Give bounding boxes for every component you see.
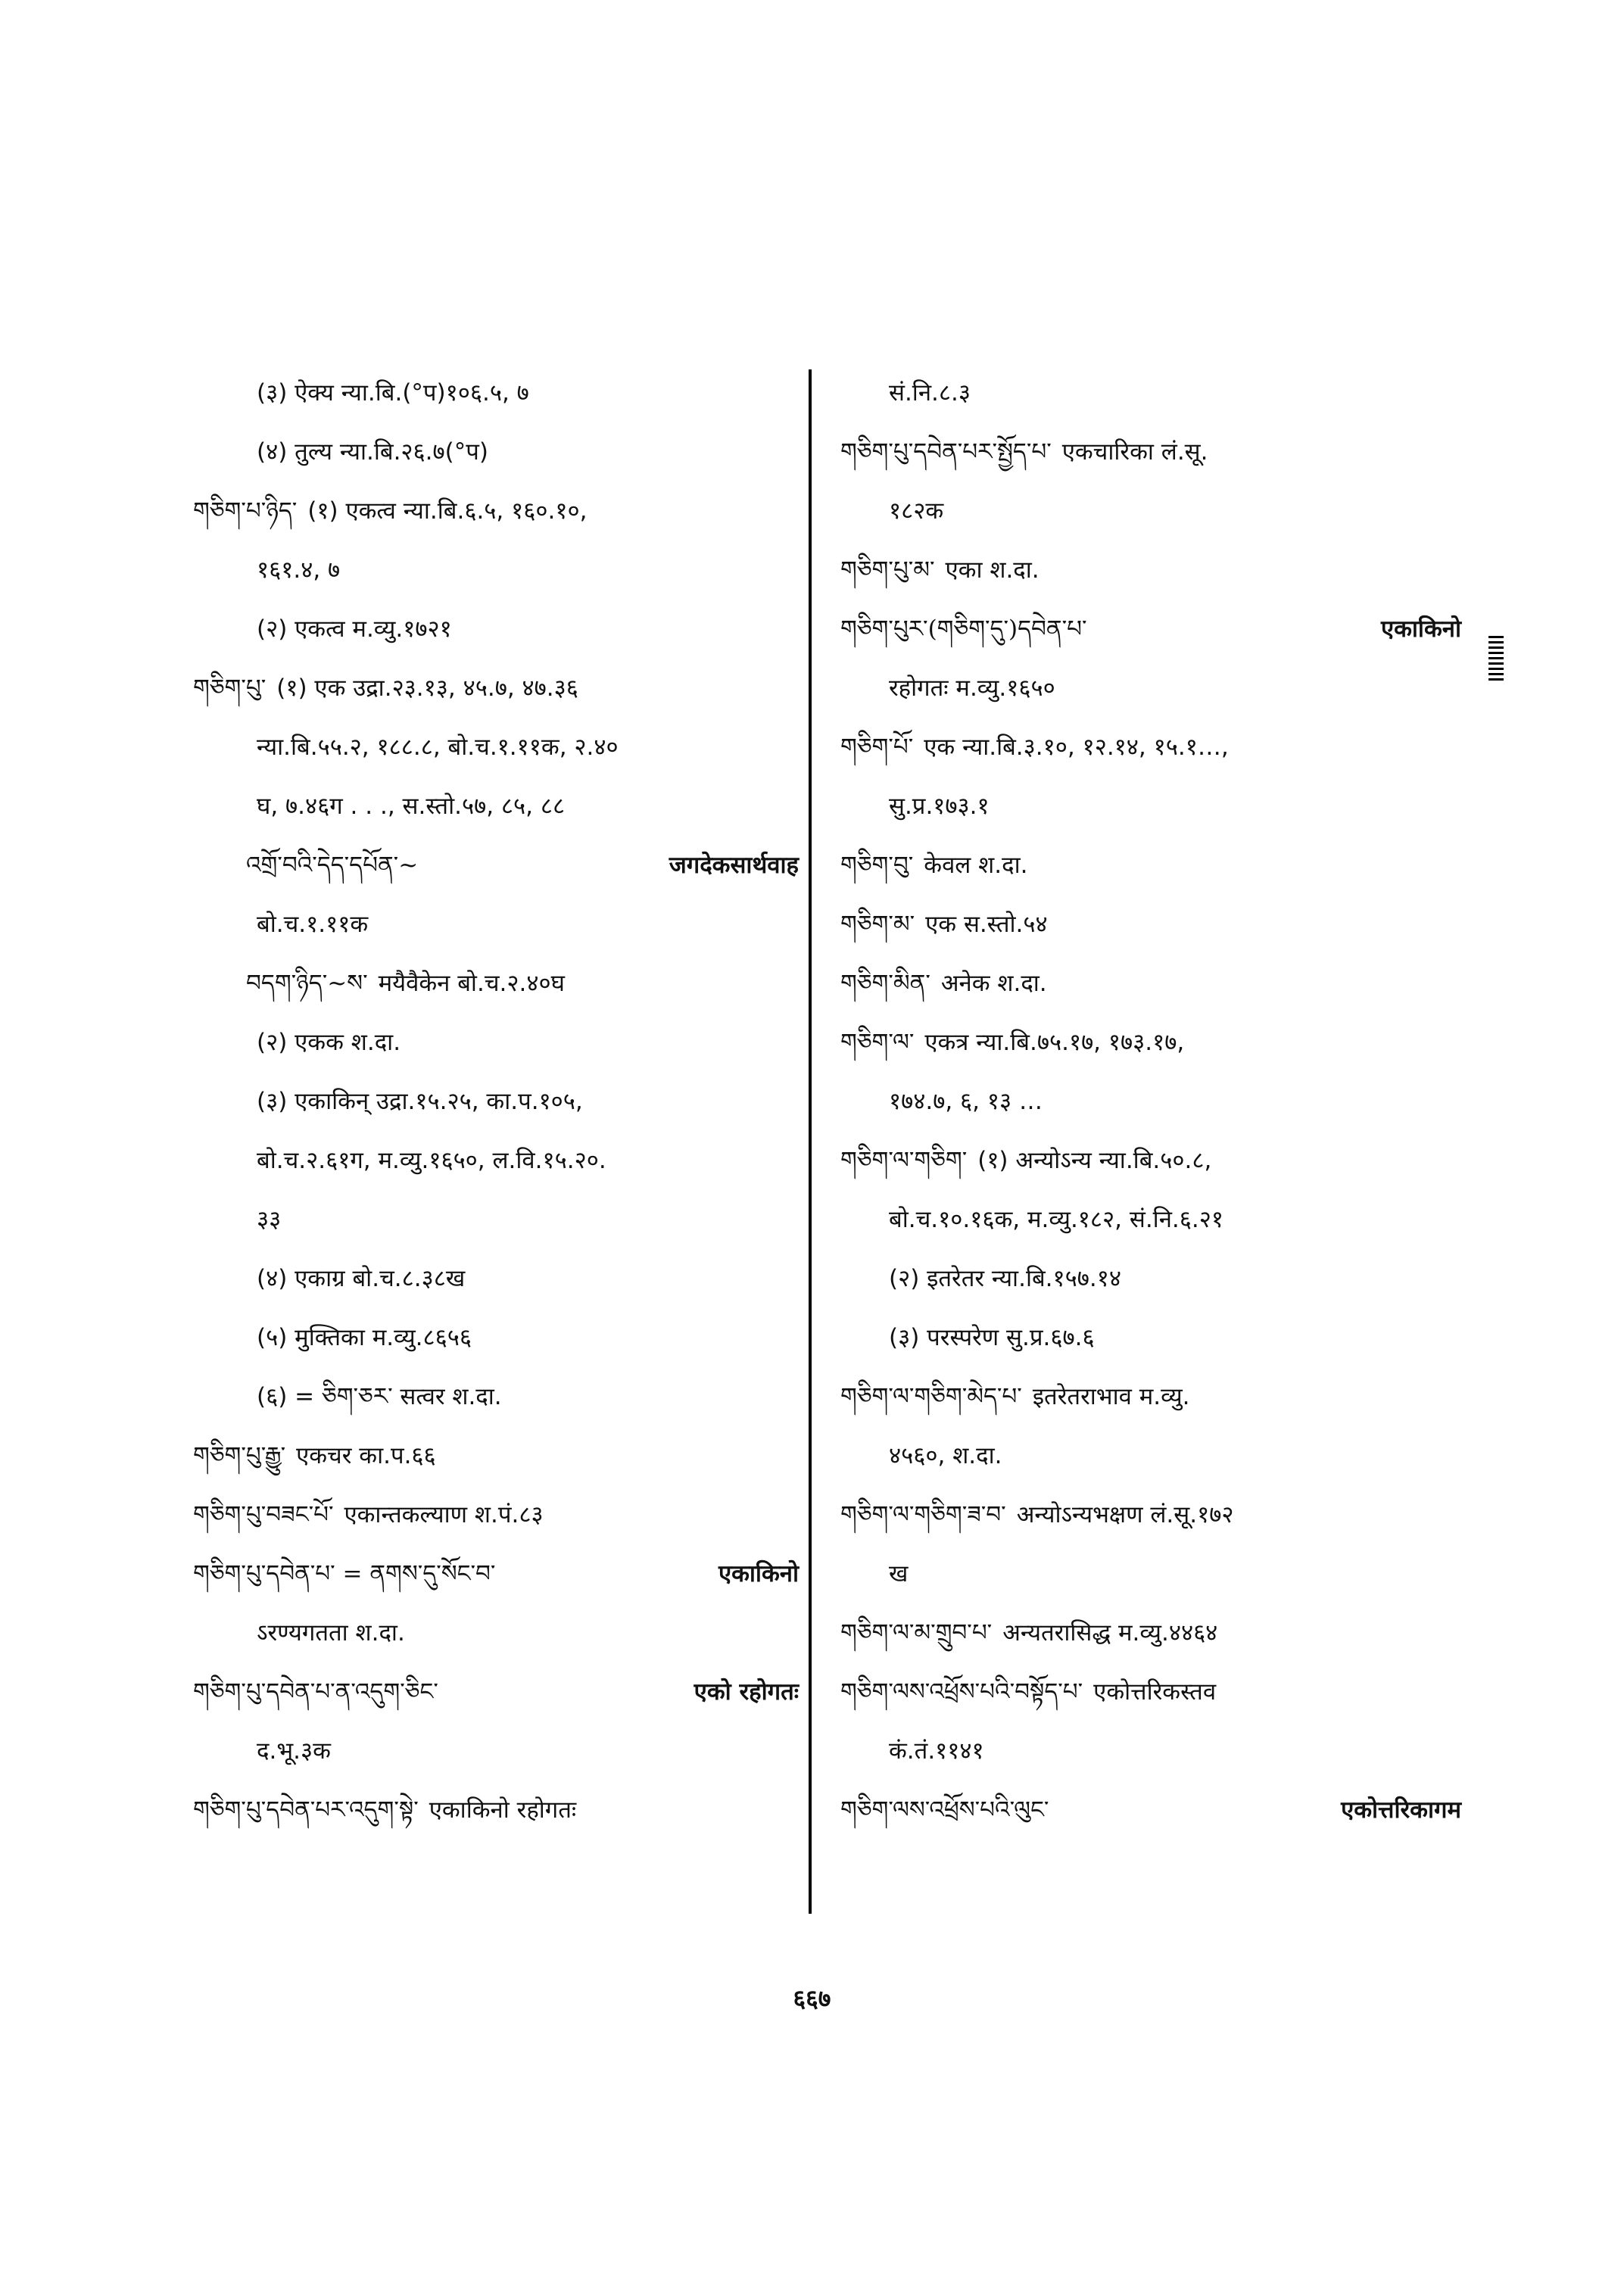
entry-text: बो.च.२.६१ग, म.व्यु.१६५०, ल.वि.१५.२०. (257, 1147, 606, 1174)
entry-line (193, 1249, 799, 1308)
tibetan-headword: གཅིག་པུ་ (193, 675, 267, 702)
tibetan-headword: གཅིག་བུ་ (840, 852, 914, 879)
tibetan-headword: གཅིག་པུ་དབེན་པར་འདུག་སྟེ་ (193, 1796, 419, 1824)
entry-text: अन्योऽन्यभक्षण लं.सू.१७२ (1016, 1501, 1234, 1528)
entry-text: एकत्र न्या.बि.७५.१७, १७३.१७, (924, 1029, 1185, 1056)
entry-line (840, 1190, 1461, 1249)
entry-line (840, 481, 1461, 541)
entry-line (193, 481, 799, 541)
entry-right-text: एकाकिनो (1380, 615, 1461, 643)
entry-line (193, 1367, 799, 1426)
entry-line (193, 1662, 799, 1721)
entry-line (840, 1013, 1461, 1072)
entry-line (840, 1249, 1461, 1308)
entry-line (840, 1603, 1461, 1662)
tibetan-headword: གཅིག་ལས་འཕྲོས་པའི་བསྟོད་པ་ (840, 1678, 1083, 1706)
entry-text: (२) इतरेतर न्या.बि.१५७.१४ (889, 1265, 1121, 1292)
page-number: ६६७ (793, 1984, 831, 2013)
entry-line (193, 954, 799, 1013)
tibetan-headword: གཅིག་པུ་བཟང་པོ་ (193, 1501, 334, 1528)
entry-line (840, 954, 1461, 1013)
tibetan-headword: གཅིག་པུ་རྒྱུ་ (193, 1442, 286, 1469)
entry-text: (५) मुक्तिका म.व्यु.८६५६ (257, 1324, 472, 1351)
entry-text: रहोगतः म.व्यु.१६५० (889, 675, 1055, 702)
tibetan-headword: གཅིག་ལ་གཅིག་ཟ་བ་ (840, 1501, 1006, 1528)
entry-line (193, 541, 799, 600)
entry-text: एकोत्तरिकस्तव (1093, 1678, 1217, 1706)
entry-text: अन्यतरासिद्ध म.व्यु.४४६४ (1002, 1619, 1218, 1647)
entry-text: एकचर का.प.६६ (296, 1442, 436, 1469)
entry-line (193, 1308, 799, 1367)
entry-text: केवल श.दा. (924, 852, 1028, 879)
tibetan-headword: གཅིག་པོ་ (840, 734, 914, 761)
entry-text: बो.च.१०.१६क, म.व्यु.१८२, सं.नि.६.२१ (889, 1206, 1223, 1233)
entry-text: (२) एकत्व म.व्यु.१७२१ (257, 615, 452, 643)
entry-text: (३) एकाकिन् उद्रा.१५.२५, का.प.१०५, (257, 1088, 583, 1115)
entry-right-text: एको रहोगतः (694, 1678, 799, 1706)
entry-text: द.भू.३क (257, 1737, 331, 1765)
entry-line (840, 1131, 1461, 1190)
entry-line (193, 718, 799, 777)
entry-line (840, 1662, 1461, 1721)
entry-text: (६) = ཅིག་ཅར་ सत्वर श.दा. (257, 1383, 502, 1410)
entry-text: १७४.७, ६, १३ … (889, 1088, 1043, 1115)
entry-line (193, 1721, 799, 1781)
entry-line (193, 1603, 799, 1662)
entry-text: एक स.स्तो.५४ (925, 911, 1048, 938)
tibetan-headword: གཅིག་པུ་དབེན་པར་སྤྱོད་པ་ (840, 438, 1052, 466)
entry-line (840, 600, 1461, 659)
entry-line (193, 659, 799, 718)
tibetan-headword: གཅིག་པུར་(གཅིག་དུ་)དབེན་པ་ (840, 615, 1087, 643)
entry-line (840, 895, 1461, 954)
tibetan-headword: གཅིག་ལ་མ་གྲུབ་པ་ (840, 1619, 993, 1647)
entry-line (193, 1190, 799, 1249)
entry-line (840, 777, 1461, 836)
entry-text: एका श.दा. (945, 556, 1040, 584)
entry-line (193, 1781, 799, 1840)
entry-text: (१) एकत्व न्या.बि.६.५, १६०.१०, (307, 497, 588, 525)
entry-line (840, 718, 1461, 777)
tibetan-headword: འགྲོ་བའི་དེད་དཔོན་~ (246, 852, 419, 879)
entry-text: बो.च.१.११क (257, 911, 369, 938)
entry-text: ऽरण्यगतता श.दा. (257, 1619, 405, 1647)
entry-line (840, 1781, 1461, 1840)
entry-text: एकाकिनो रहोगतः (429, 1796, 577, 1824)
entry-text: न्या.बि.५५.२, १८८.८, बो.च.१.११क, २.४० (257, 734, 619, 761)
entry-text: (३) परस्परेण सु.प्र.६७.६ (889, 1324, 1095, 1351)
entry-text: (४) एकाग्र बो.च.८.३८ख (257, 1265, 466, 1292)
entry-line (193, 1426, 799, 1485)
tibetan-headword: བདག་ཉིད་~ས་ (246, 970, 368, 997)
tibetan-headword: གཅིག་ལས་འཕྲོས་པའི་ལུང་ (840, 1796, 1049, 1824)
entry-text: एकान्तकल्याण श.पं.८३ (344, 1501, 544, 1528)
entry-line (193, 1544, 799, 1603)
tibetan-headword: གཅིག་མིན་ (840, 970, 930, 997)
tibetan-headword: གཅིག་པ་ཉིད་ (193, 497, 298, 525)
entry-text: एक न्या.बि.३.१०, १२.१४, १५.१…, (924, 734, 1229, 761)
entry-line (193, 836, 799, 895)
entry-right-text: एकोत्तरिकागम (1341, 1796, 1461, 1824)
entry-line (193, 363, 799, 422)
entry-line (840, 363, 1461, 422)
entry-text: (४) तुल्य न्या.बि.२६.७(°प) (257, 438, 488, 466)
entry-line (193, 1131, 799, 1190)
entry-line (840, 1721, 1461, 1781)
column-divider (809, 369, 812, 1914)
entry-right-text: जगदेकसार्थवाह (669, 852, 799, 879)
tibetan-headword: གཅིག་པུ་དབེན་པ་ = ནགས་དུ་སོང་བ་ (193, 1560, 496, 1587)
entry-line (840, 541, 1461, 600)
tibetan-headword: གཅིག་པུ་དབེན་པ་ན་འདུག་ཅིང་ (193, 1678, 438, 1706)
entry-text: ४५६०, श.दा. (889, 1442, 1002, 1469)
entry-text: मयैवैकेन बो.च.२.४०घ (378, 970, 565, 997)
tibetan-headword: གཅིག་ལ་ (840, 1029, 915, 1056)
entry-text: १६१.४, ७ (257, 556, 341, 584)
entry-line (840, 1485, 1461, 1544)
entry-text: इतरेतराभाव म.व्यु. (1032, 1383, 1190, 1410)
tibetan-headword: གཅིག་ལ་གཅིག་མེད་པ་ (840, 1383, 1022, 1410)
entry-line (193, 1013, 799, 1072)
entry-text: १८२क (889, 497, 944, 525)
entry-text: (२) एकक श.दा. (257, 1029, 401, 1056)
entry-line (840, 422, 1461, 481)
entry-text: (१) एक उद्रा.२३.१३, ४५.७, ४७.३६ (276, 675, 578, 702)
entry-text: ख (889, 1560, 909, 1587)
entry-line (840, 1367, 1461, 1426)
entry-text: अनेक श.दा. (940, 970, 1047, 997)
entry-line (840, 1308, 1461, 1367)
entry-line (193, 1072, 799, 1131)
entry-text: (१) अन्योऽन्य न्या.बि.५०.८, (977, 1147, 1212, 1174)
entry-line (840, 1072, 1461, 1131)
right-column (840, 363, 1461, 1840)
tibetan-headword: གཅིག་མ་ (840, 911, 915, 938)
entry-text: सं.नि.८.३ (889, 379, 971, 407)
entry-line (193, 600, 799, 659)
entry-text: कं.तं.११४१ (889, 1737, 984, 1765)
entry-line (840, 1544, 1461, 1603)
entry-line (840, 836, 1461, 895)
entry-text: सु.प्र.१७३.१ (889, 793, 990, 820)
entry-line (840, 1426, 1461, 1485)
entry-text: ३३ (257, 1206, 282, 1233)
entry-text: घ, ७.४६ग . . ., स.स्तो.५७, ८५, ८८ (257, 793, 566, 820)
entry-line (193, 422, 799, 481)
tibetan-headword: གཅིག་ལ་གཅིག་ (840, 1147, 968, 1174)
entry-text: एकचारिका लं.सू. (1061, 438, 1208, 466)
left-column (193, 363, 799, 1840)
entry-line (193, 777, 799, 836)
entry-right-text: एकाकिनो (718, 1560, 799, 1587)
entry-line (193, 1485, 799, 1544)
entry-line (193, 895, 799, 954)
margin-mark (1488, 636, 1504, 681)
tibetan-headword: གཅིག་པུ་མ་ (840, 556, 935, 584)
entry-line (840, 659, 1461, 718)
entry-text: (३) ऐक्य न्या.बि.(°प)१०६.५, ७ (257, 379, 529, 407)
